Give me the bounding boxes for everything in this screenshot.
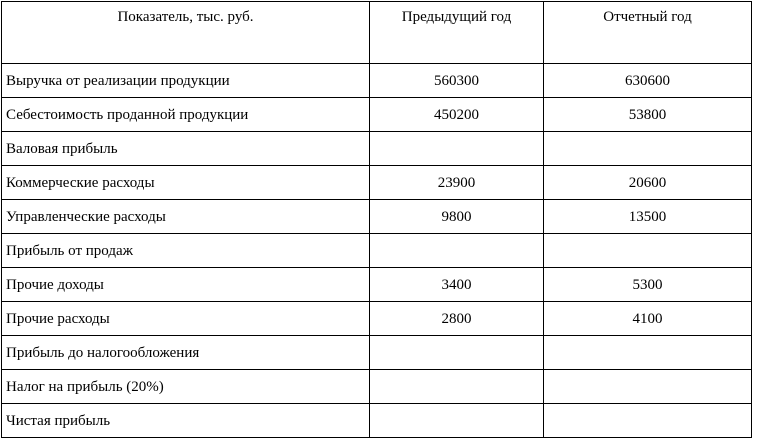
reporting-year-value — [544, 234, 752, 268]
reporting-year-value: 630600 — [544, 64, 752, 98]
header-indicator: Показатель, тыс. руб. — [2, 2, 370, 64]
reporting-year-value: 13500 — [544, 200, 752, 234]
previous-year-value — [370, 234, 544, 268]
previous-year-value: 9800 — [370, 200, 544, 234]
header-reporting-year: Отчетный год — [544, 2, 752, 64]
previous-year-value: 450200 — [370, 98, 544, 132]
table-row — [2, 166, 752, 200]
row-label: Себестоимость проданной продукции — [2, 98, 370, 132]
reporting-year-value — [544, 336, 752, 370]
table-row — [2, 302, 752, 336]
row-label: Чистая прибыль — [2, 404, 370, 438]
financial-table — [1, 1, 752, 438]
table-row — [2, 64, 752, 98]
header-previous-year: Предыдущий год — [370, 2, 544, 64]
reporting-year-value: 20600 — [544, 166, 752, 200]
previous-year-value: 23900 — [370, 166, 544, 200]
table-row — [2, 200, 752, 234]
row-label: Прочие доходы — [2, 268, 370, 302]
table-row — [2, 404, 752, 438]
reporting-year-value: 5300 — [544, 268, 752, 302]
reporting-year-value — [544, 132, 752, 166]
table-row — [2, 370, 752, 404]
previous-year-value — [370, 336, 544, 370]
previous-year-value — [370, 370, 544, 404]
table-row — [2, 98, 752, 132]
row-label: Управленческие расходы — [2, 200, 370, 234]
previous-year-value: 2800 — [370, 302, 544, 336]
table-row — [2, 234, 752, 268]
table-row — [2, 268, 752, 302]
table-row — [2, 132, 752, 166]
reporting-year-value: 4100 — [544, 302, 752, 336]
header-row — [2, 2, 752, 64]
reporting-year-value — [544, 370, 752, 404]
row-label: Прочие расходы — [2, 302, 370, 336]
row-label: Прибыль до налогообложения — [2, 336, 370, 370]
row-label: Выручка от реализации продукции — [2, 64, 370, 98]
row-label: Налог на прибыль (20%) — [2, 370, 370, 404]
row-label: Коммерческие расходы — [2, 166, 370, 200]
reporting-year-value: 53800 — [544, 98, 752, 132]
previous-year-value: 3400 — [370, 268, 544, 302]
previous-year-value — [370, 404, 544, 438]
row-label: Валовая прибыль — [2, 132, 370, 166]
reporting-year-value — [544, 404, 752, 438]
previous-year-value — [370, 132, 544, 166]
previous-year-value: 560300 — [370, 64, 544, 98]
row-label: Прибыль от продаж — [2, 234, 370, 268]
table-row — [2, 336, 752, 370]
